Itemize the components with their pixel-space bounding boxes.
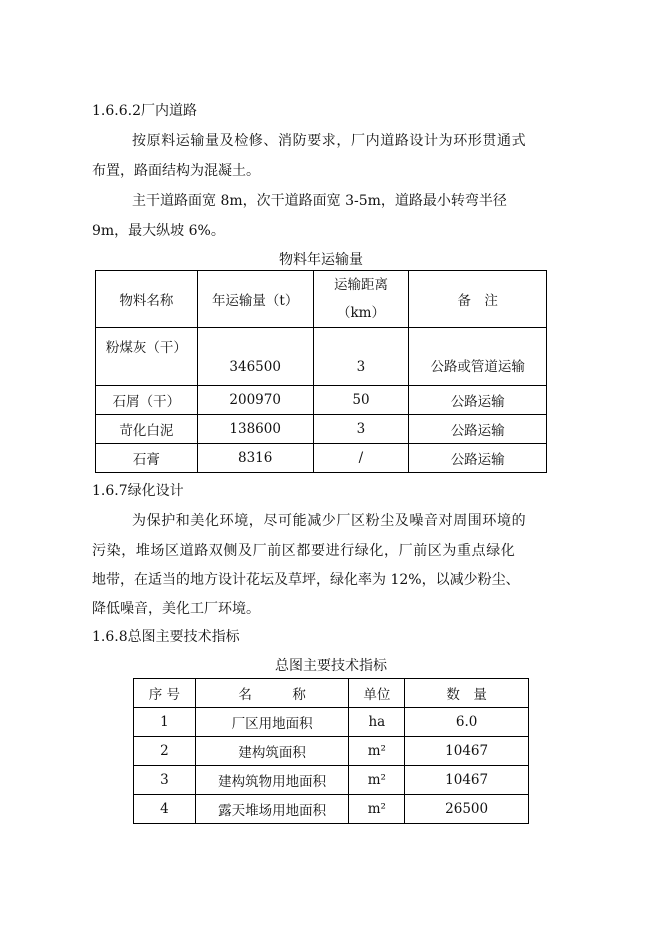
cell-volume: 138600: [197, 415, 313, 444]
cell-unit: m²: [349, 795, 405, 824]
greening-paragraph-line-2: 污染，堆场区道路双侧及厂前区都要进行绿化，厂前区为重点绿化: [92, 543, 516, 559]
cell-volume: 346500: [197, 328, 313, 386]
cell-volume: 8316: [197, 444, 313, 473]
cell-remark: 公路或管道运输: [409, 328, 547, 386]
cell-quantity: 10467: [405, 766, 529, 795]
cell-quantity: 6.0: [405, 708, 529, 737]
table-row: [96, 415, 547, 444]
index-table: [133, 678, 529, 824]
cell-number: 4: [134, 795, 196, 824]
cell-number: 1: [134, 708, 196, 737]
cell-name: 露天堆场用地面积: [195, 795, 349, 824]
header-cell-remark: 备 注: [409, 271, 547, 328]
cell-remark: 公路运输: [409, 415, 547, 444]
table-row: [134, 795, 529, 824]
cell-material-name: 石膏: [96, 444, 198, 473]
cell-unit: m²: [349, 766, 405, 795]
header-cell-quantity: 数 量: [405, 679, 529, 708]
cell-remark: 公路运输: [409, 444, 547, 473]
road-paragraph-2-line-1: 主干道路面宽 8m，次干道路面宽 3-5m，道路最小转弯半径: [132, 193, 507, 209]
table-header-row: [96, 271, 547, 328]
section-heading-greening: 1.6.7绿化设计: [92, 483, 184, 499]
header-cell-material-name: 物料名称: [96, 271, 198, 328]
cell-quantity: 26500: [405, 795, 529, 824]
cell-name: 建构筑物用地面积: [195, 766, 349, 795]
cell-material-name: 粉煤灰（干）: [96, 328, 198, 386]
header-cell-number: 序 号: [134, 679, 196, 708]
cell-name: 建构筑面积: [195, 737, 349, 766]
header-distance-line-1: 运输距离: [333, 277, 388, 293]
greening-paragraph-line-3: 地带，在适当的地方设计花坛及草坪，绿化率为 12%，以减少粉尘、: [92, 572, 520, 588]
section-heading-index: 1.6.8总图主要技术指标: [92, 629, 240, 645]
transport-table-title: 物料年运输量: [279, 252, 363, 268]
cell-material-name: 苛化白泥: [96, 415, 198, 444]
header-cell-distance: [313, 271, 409, 328]
table-row: [134, 766, 529, 795]
cell-unit: ha: [349, 708, 405, 737]
table-row: [96, 444, 547, 473]
greening-paragraph-line-1: 为保护和美化环境，尽可能减少厂区粉尘及噪音对周围环境的: [132, 513, 527, 529]
section-heading-road: 1.6.6.2厂内道路: [92, 103, 197, 119]
cell-distance: 3: [313, 328, 409, 386]
cell-material-name: 石屑（干）: [96, 386, 198, 415]
cell-number: 2: [134, 737, 196, 766]
road-paragraph-1-line-2: 布置，路面结构为混凝土。: [92, 163, 260, 179]
cell-distance: 3: [313, 415, 409, 444]
header-cell-unit: 单位: [349, 679, 405, 708]
greening-paragraph-line-4: 降低噪音，美化工厂环境。: [92, 601, 260, 617]
cell-name: 厂区用地面积: [195, 708, 349, 737]
table-row: [134, 737, 529, 766]
cell-unit: m²: [349, 737, 405, 766]
cell-remark: 公路运输: [409, 386, 547, 415]
transport-table: [95, 270, 547, 473]
road-paragraph-1-line-1: 按原料运输量及检修、消防要求，厂内道路设计为环形贯通式: [132, 133, 527, 149]
table-row: [96, 328, 547, 386]
index-table-title: 总图主要技术指标: [275, 658, 387, 674]
table-row: [134, 708, 529, 737]
cell-volume: 200970: [197, 386, 313, 415]
header-cell-name: 名 称: [195, 679, 349, 708]
road-paragraph-2-line-2: 9m，最大纵坡 6%。: [92, 223, 225, 239]
header-cell-annual-volume: 年运输量（t）: [197, 271, 313, 328]
cell-quantity: 10467: [405, 737, 529, 766]
table-row: [96, 386, 547, 415]
cell-distance: 50: [313, 386, 409, 415]
table-header-row: [134, 679, 529, 708]
header-distance-line-2: （km）: [336, 305, 385, 321]
cell-number: 3: [134, 766, 196, 795]
cell-distance: /: [313, 444, 409, 473]
